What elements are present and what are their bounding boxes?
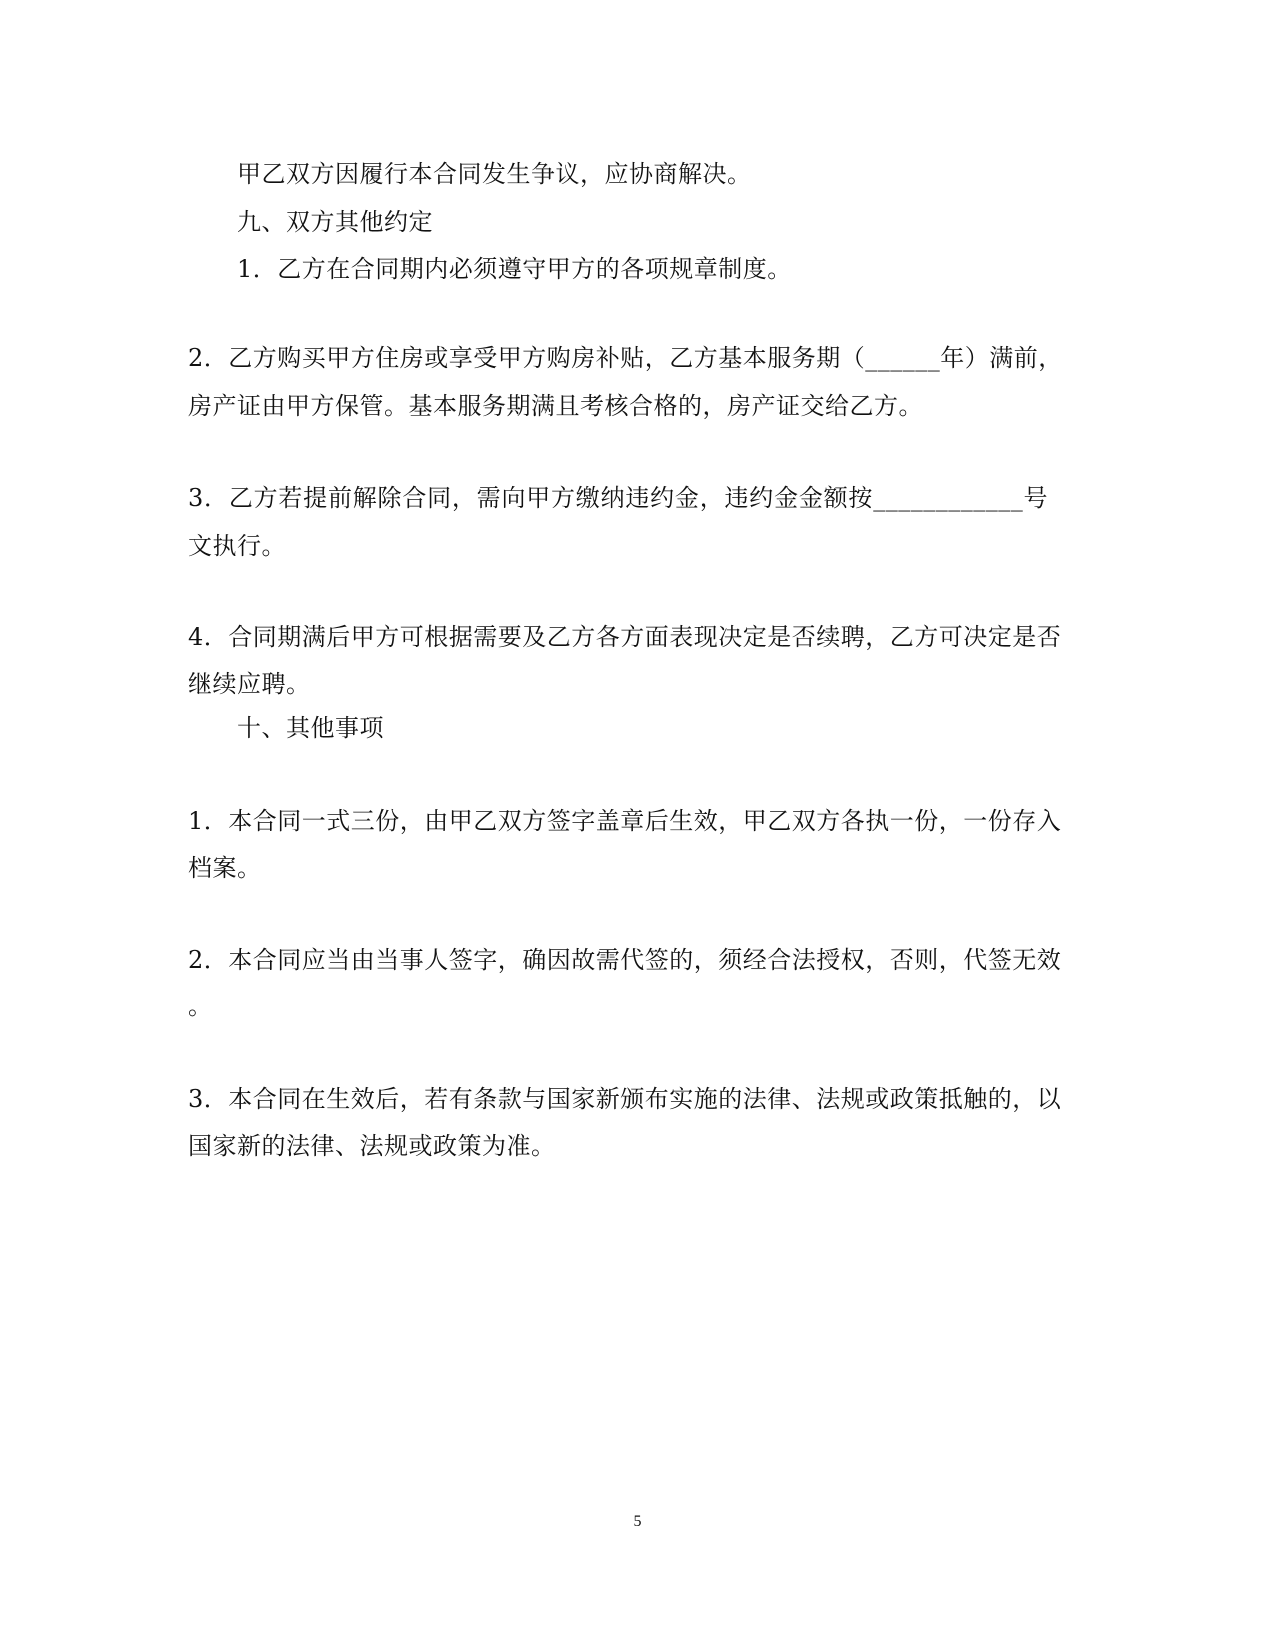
paragraph-line: 3．乙方若提前解除合同，需向甲方缴纳违约金，违约金金额按____________号 [188,484,1048,512]
paragraph-line: 3．本合同在生效后，若有条款与国家新颁布实施的法律、法规或政策抵触的，以 [188,1085,1062,1113]
paragraph-line: 2．乙方购买甲方住房或享受甲方购房补贴，乙方基本服务期（______年）满前， [188,344,1063,372]
paragraph-line: 1．乙方在合同期内必须遵守甲方的各项规章制度。 [237,255,792,283]
paragraph-line: 1．本合同一式三份，由甲乙双方签字盖章后生效，甲乙双方各执一份，一份存入 [188,807,1062,835]
section-heading: 十、其他事项 [237,714,384,742]
paragraph-line: 国家新的法律、法规或政策为准。 [188,1132,556,1160]
page-number: 5 [633,1513,642,1530]
paragraph-line: 继续应聘。 [188,670,311,698]
paragraph-line: 甲乙双方因履行本合同发生争议，应协商解决。 [237,160,752,188]
paragraph-line: 文执行。 [188,532,286,560]
paragraph-line: 4．合同期满后甲方可根据需要及乙方各方面表现决定是否续聘，乙方可决定是否 [188,623,1062,651]
paragraph-line: 档案。 [188,854,262,882]
section-heading: 九、双方其他约定 [237,208,433,236]
paragraph-line: 。 [188,992,213,1020]
paragraph-line: 2．本合同应当由当事人签字，确因故需代签的，须经合法授权，否则，代签无效 [188,946,1062,974]
paragraph-line: 房产证由甲方保管。基本服务期满且考核合格的，房产证交给乙方。 [188,392,923,420]
